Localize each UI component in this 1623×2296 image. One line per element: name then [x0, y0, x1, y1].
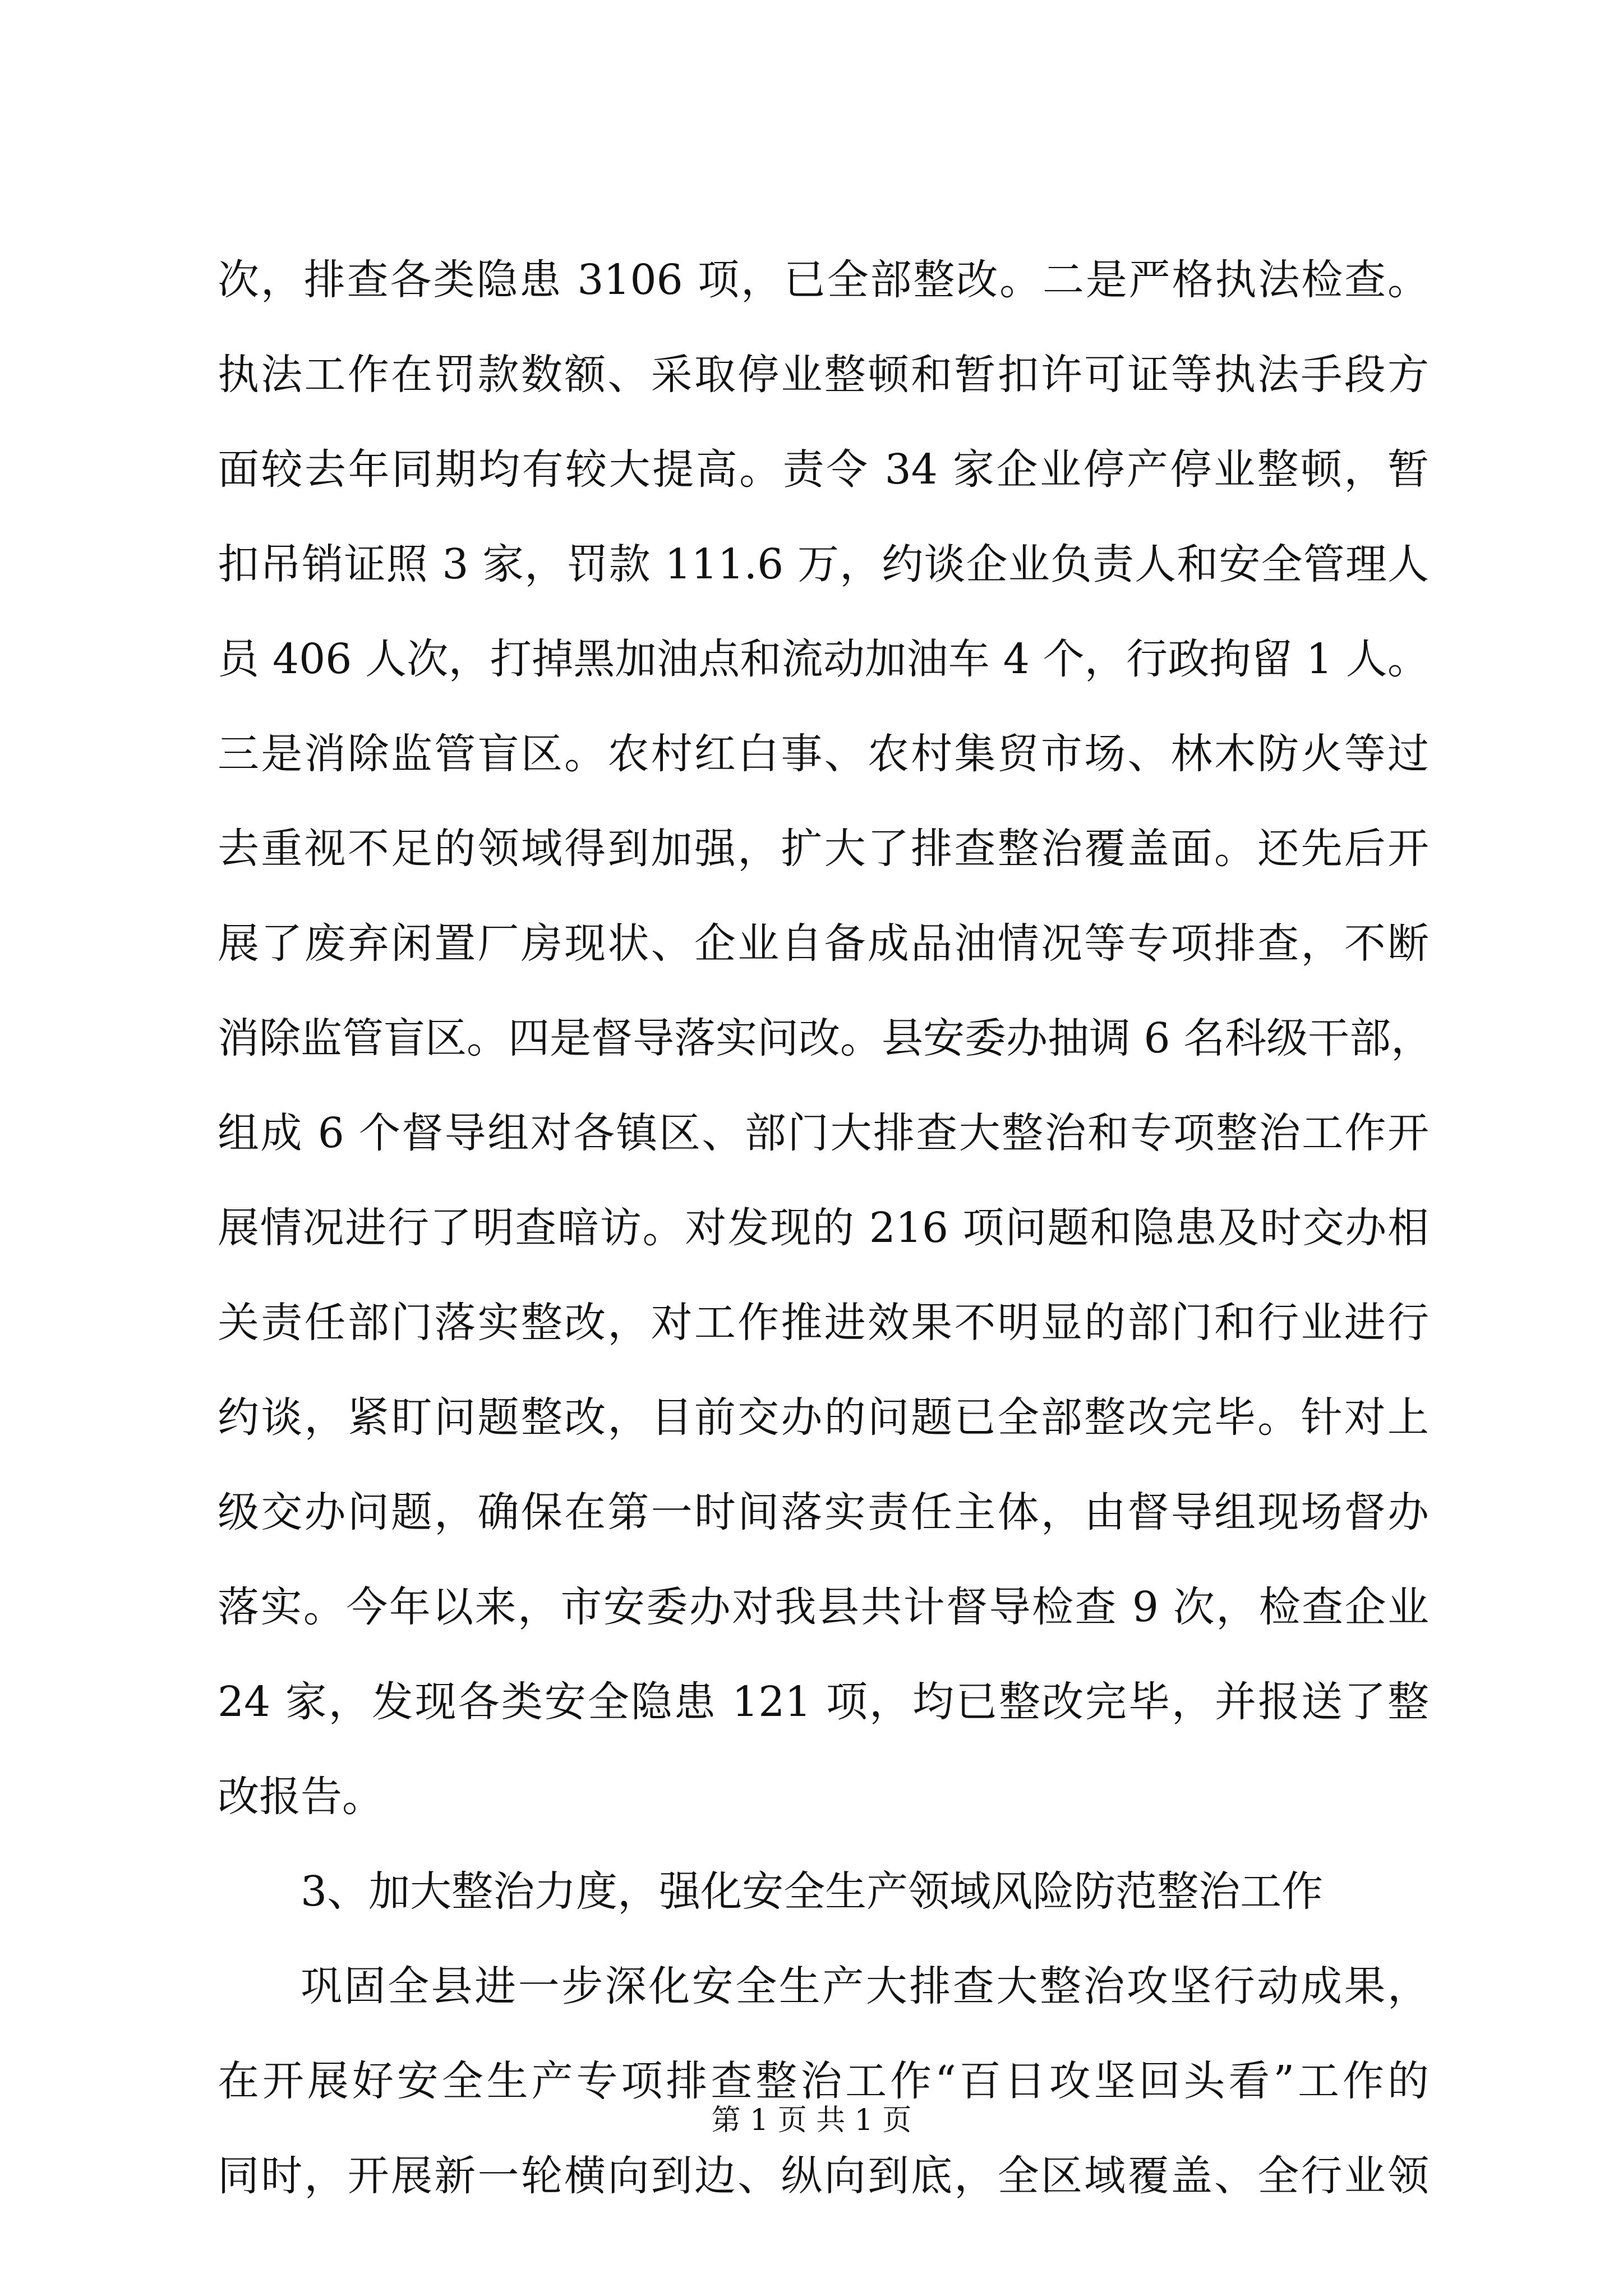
text-line: 同时，开展新一轮横向到边、纵向到底，全区域覆盖、全行业领: [218, 2152, 1429, 2200]
section-heading: 3、加大整治力度，强化安全生产领域风险防范整治工作: [301, 1867, 1324, 1916]
text-line: 员 406 人次，打掉黑加油点和流动加油车 4 个，行政拘留 1 人。: [218, 635, 1429, 683]
text-line: 24 家，发现各类安全隐患 121 项，均已整改完毕，并报送了整: [218, 1678, 1429, 1726]
text-line: 消除监管盲区。四是督导落实问改。县安委办抽调 6 名科级干部，: [218, 1014, 1433, 1062]
text-line: 面较去年同期均有较大提高。责令 34 家企业停产停业整顿，暂: [218, 445, 1429, 494]
document-body: [218, 233, 1433, 2224]
text-line: 约谈，紧盯问题整改，目前交办的问题已全部整改完毕。针对上: [218, 1393, 1429, 1442]
text-line: 组成 6 个督导组对各镇区、部门大排查大整治和专项整治工作开: [218, 1109, 1429, 1157]
text-line: 三是消除监管盲区。农村红白事、农村集贸市场、林木防火等过: [218, 730, 1429, 778]
text-line: 去重视不足的领域得到加强，扩大了排查整治覆盖面。还先后开: [218, 825, 1429, 873]
text-line: 展情况进行了明查暗访。对发现的 216 项问题和隐患及时交办相: [218, 1204, 1429, 1252]
text-line: 扣吊销证照 3 家，罚款 111.6 万，约谈企业负责人和安全管理人: [218, 540, 1429, 588]
text-line: 展了废弃闲置厂房现状、企业自备成品油情况等专项排查，不断: [218, 919, 1429, 968]
page-footer: 第 1 页 共 1 页: [711, 2104, 912, 2137]
text-line: 执法工作在罚款数额、采取停业整顿和暂扣许可证等执法手段方: [218, 351, 1429, 399]
text-line: 关责任部门落实整改，对工作推进效果不明显的部门和行业进行: [218, 1299, 1429, 1347]
text-line: 落实。今年以来，市安委办对我县共计督导检查 9 次，检查企业: [218, 1583, 1429, 1631]
text-line: 在开展好安全生产专项排查整治工作“百日攻坚回头看”工作的: [218, 2057, 1429, 2105]
text-line: 级交办问题，确保在第一时间落实责任主体，由督导组现场督办: [218, 1488, 1429, 1536]
text-line: 次，排查各类隐患 3106 项，已全部整改。二是严格执法检查。: [218, 256, 1429, 304]
text-line: 改报告。: [218, 1773, 384, 1821]
text-line: 巩固全县进一步深化安全生产大排查大整治攻坚行动成果，: [301, 1962, 1429, 2010]
